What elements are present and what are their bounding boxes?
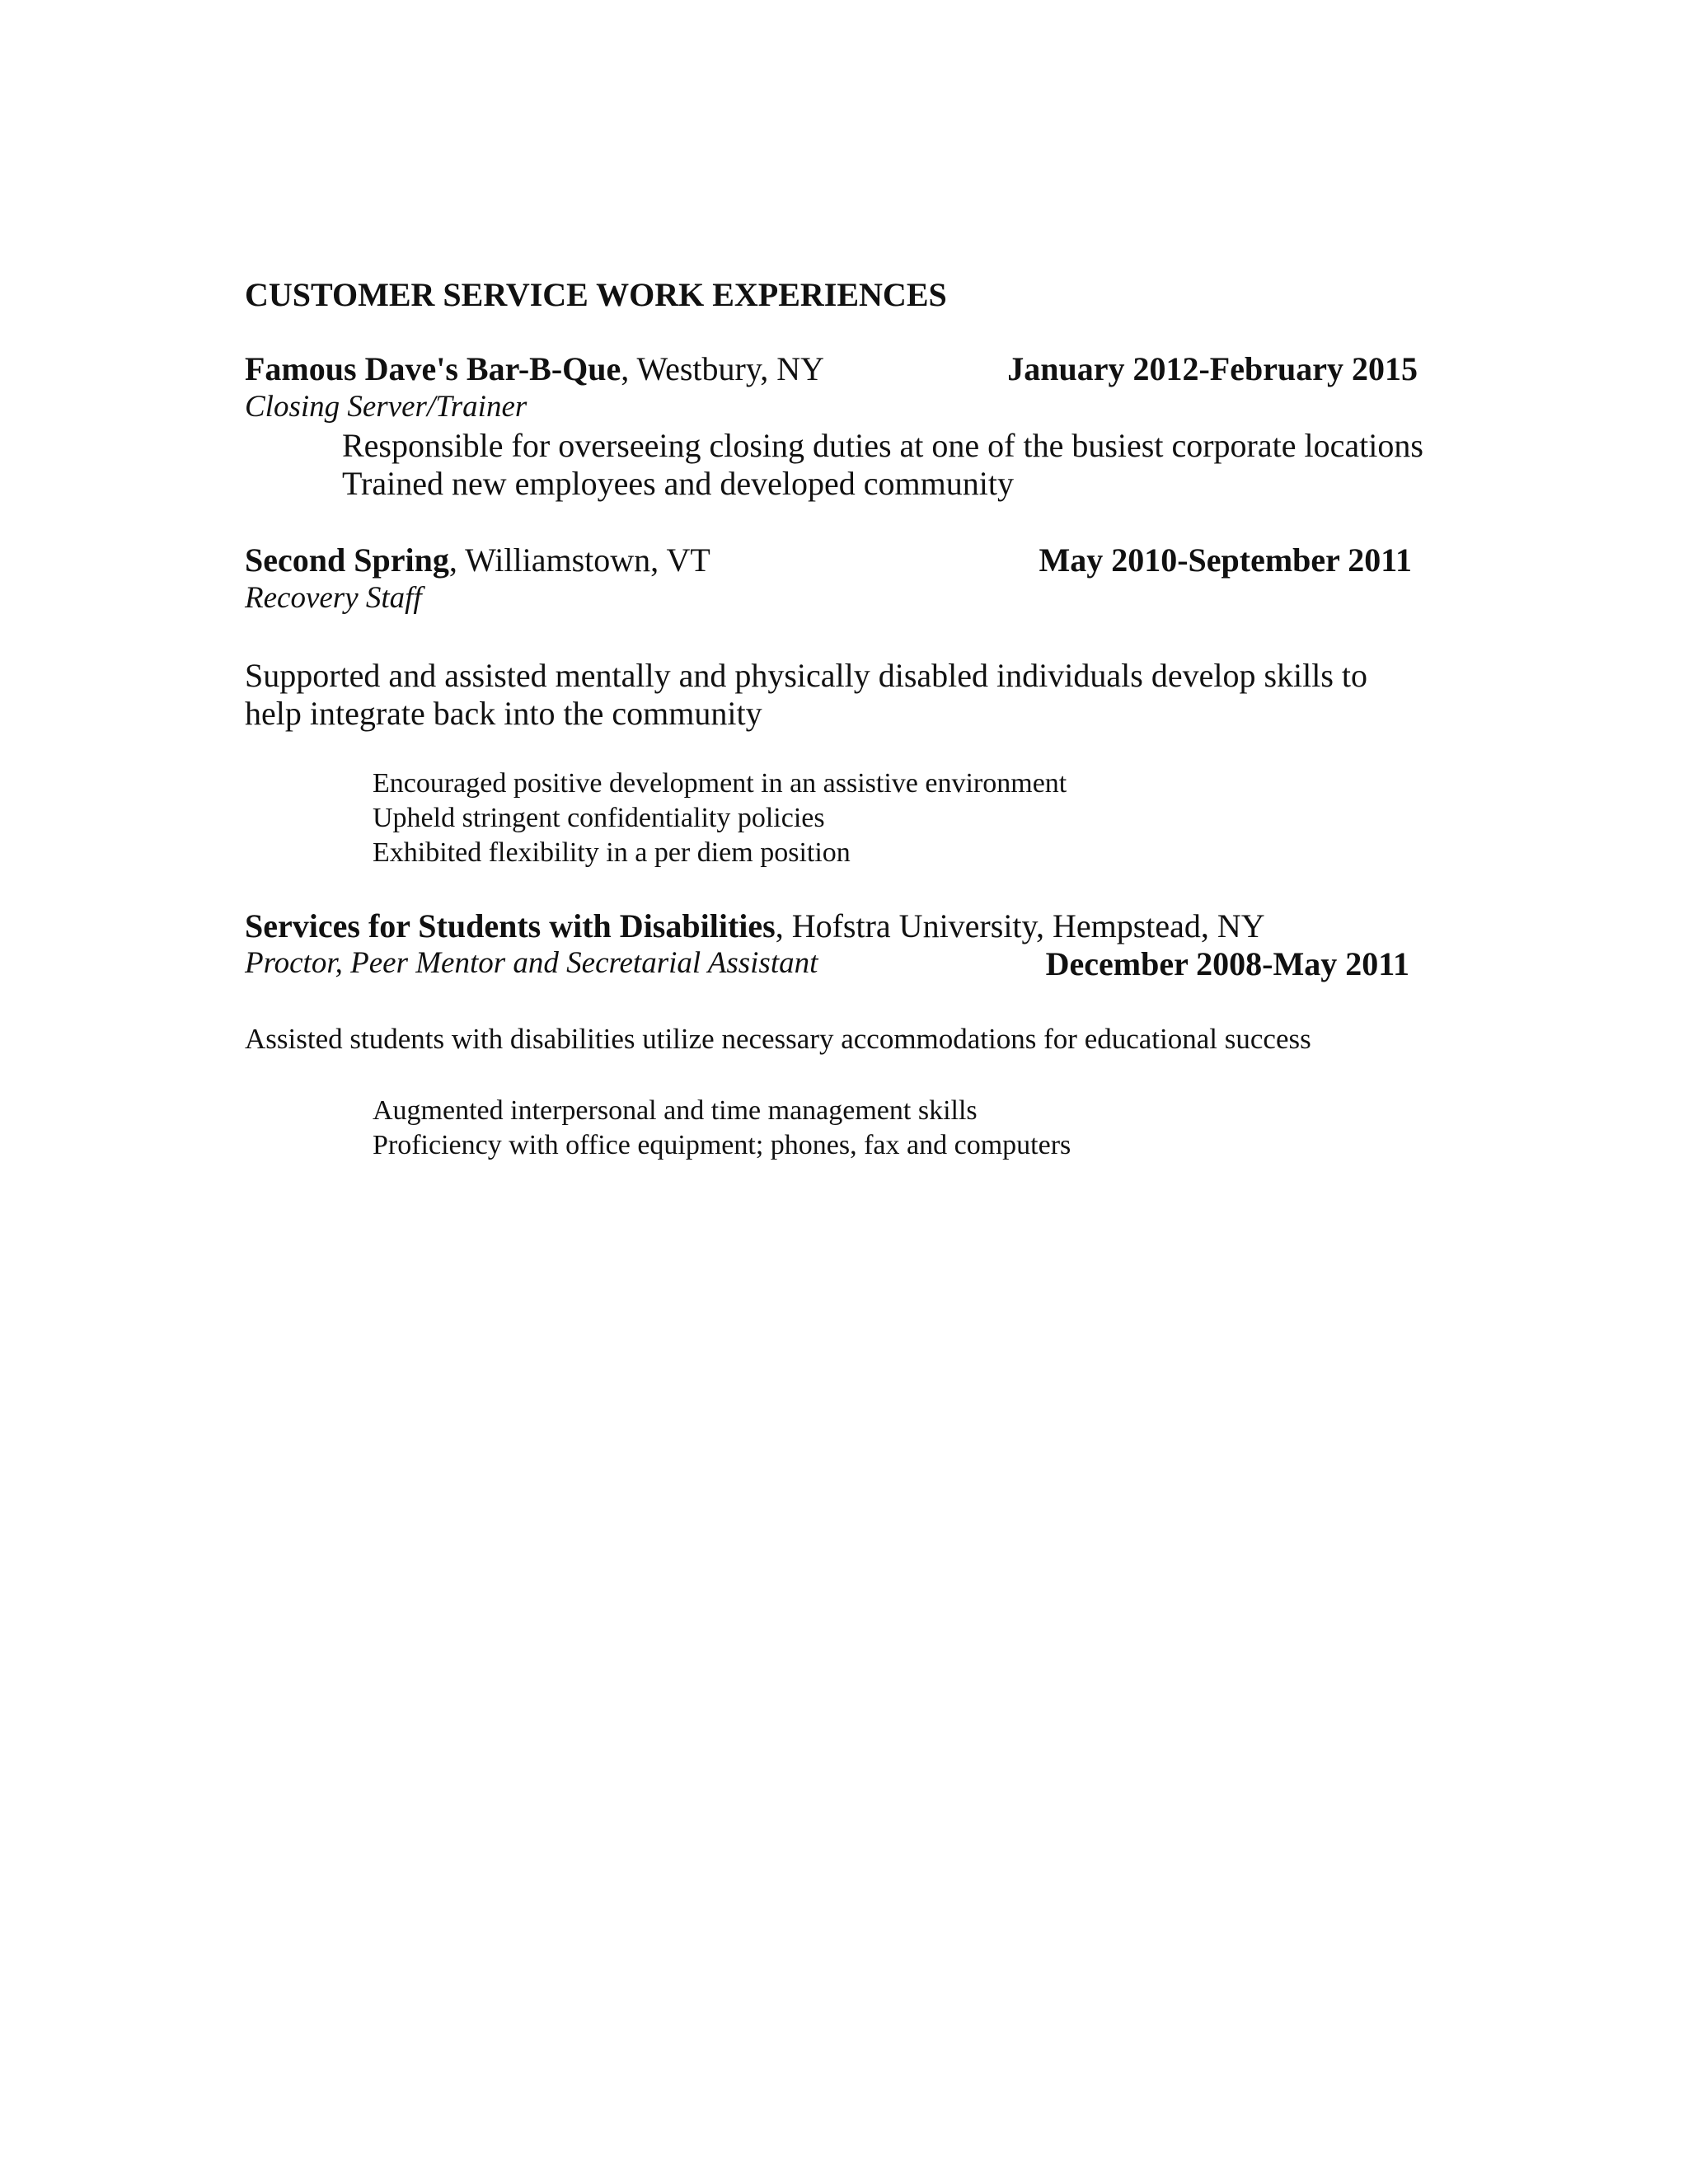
job-1-dates: January 2012-February 2015 — [1007, 350, 1418, 387]
job-2-duty-1: Encouraged positive development in an assistive environment — [373, 768, 1067, 799]
job-1-duty-1: Responsible for overseeing closing duties at one of the busiest corporate locations — [342, 427, 1423, 464]
section-title: CUSTOMER SERVICE WORK EXPERIENCES — [245, 276, 947, 313]
job-3-duty-1: Augmented interpersonal and time management skills — [373, 1095, 978, 1126]
job-2-summary-line-1: Supported and assisted mentally and physically disabled individuals develop skills to — [245, 657, 1368, 694]
job-2-location: , Williamstown, VT — [448, 541, 710, 579]
job-3-location: , Hofstra University, Hempstead, NY — [775, 907, 1265, 944]
job-2-role: Recovery Staff — [245, 581, 422, 615]
job-1-duty-2: Trained new employees and developed community — [342, 465, 1014, 502]
job-3-role: Proctor, Peer Mentor and Secretarial Assistant — [245, 946, 818, 980]
job-3-duty-2: Proficiency with office equipment; phones, fax and computers — [373, 1130, 1071, 1160]
job-2-dates: May 2010-September 2011 — [1039, 541, 1412, 579]
job-2-duty-2: Upheld stringent confidentiality policies — [373, 803, 825, 833]
job-1-role: Closing Server/Trainer — [245, 390, 528, 424]
job-3-summary: Assisted students with disabilities utilize necessary accommodations for educational success — [245, 1023, 1311, 1055]
job-3-header — [245, 907, 1265, 944]
job-1-header — [245, 350, 825, 387]
job-2-summary-line-2: help integrate back into the community — [245, 695, 762, 732]
job-1-location: , Westbury, NY — [621, 350, 825, 387]
job-2-employer: Second Spring — [245, 541, 449, 579]
job-1-employer: Famous Dave's Bar-B-Que — [245, 350, 621, 387]
job-3-employer: Services for Students with Disabilities — [245, 907, 776, 944]
job-2-header — [245, 541, 710, 579]
job-2-duty-3: Exhibited flexibility in a per diem position — [373, 837, 851, 868]
job-3-dates: December 2008-May 2011 — [1045, 945, 1409, 982]
